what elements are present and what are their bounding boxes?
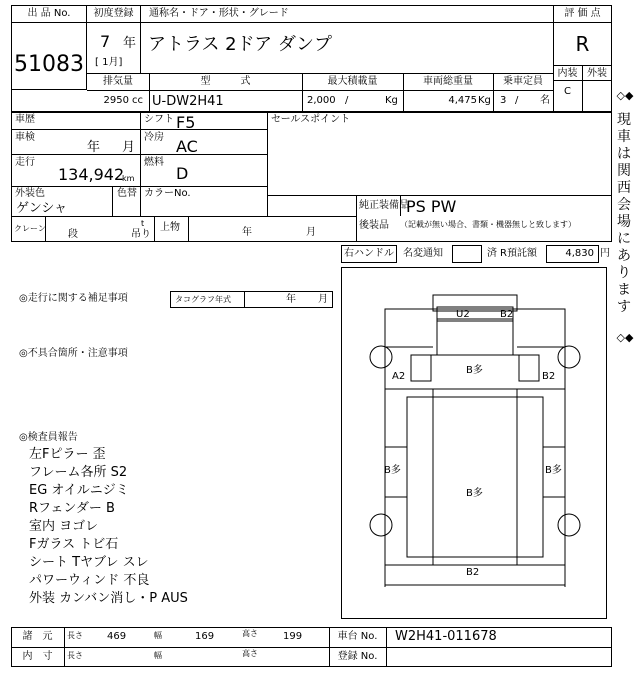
- crane-stage: 段: [68, 229, 78, 240]
- side-note-text: 現車は関西会場にあります: [617, 112, 631, 315]
- ac-value: AC: [176, 137, 198, 156]
- recycle-label: R預託額: [500, 248, 537, 259]
- first-reg-label: 初度登録: [93, 8, 134, 19]
- rating-value: R: [575, 32, 590, 56]
- inner-dims-label: 内 寸: [22, 651, 53, 662]
- inspection-month-unit: 月: [122, 140, 136, 155]
- displacement-unit: cc: [132, 95, 143, 106]
- shift-value: F5: [176, 113, 196, 132]
- equipment-value: PS PW: [406, 197, 457, 216]
- damage-mark: B2: [466, 567, 480, 578]
- upper-label: 上物: [160, 222, 180, 233]
- steering-value: 右ハンドル: [344, 248, 394, 259]
- capacity-unit: 名: [540, 95, 550, 106]
- accessories-note: （記載が無い場合、書類・機器無しと致します）: [400, 220, 576, 229]
- capacity-label: 乗車定員: [503, 76, 543, 87]
- max-load-slash: /: [345, 95, 349, 106]
- width-value: 169: [195, 631, 215, 642]
- max-load-unit: Kg: [385, 95, 398, 106]
- accessories-label: 後装品: [359, 220, 389, 231]
- inspector-line: 左Fピラー 歪: [29, 447, 106, 462]
- registration-label: 登録 No.: [337, 651, 378, 662]
- height-value: 199: [283, 631, 303, 642]
- interior-grade: C: [564, 86, 571, 97]
- color-no-label: カラーNo.: [144, 188, 191, 199]
- side-diamonds-bottom: ◇◆: [616, 331, 634, 344]
- inspector-line: フレーム各所 S2: [29, 465, 128, 480]
- inspection-label: 車検: [15, 132, 35, 143]
- lot-number: 51083: [14, 52, 84, 77]
- fuel-label: 燃料: [144, 157, 164, 168]
- equipment-label: 純正装備品: [359, 200, 409, 211]
- upper-month-unit: 月: [306, 227, 316, 238]
- inner-width-label: 幅: [154, 651, 162, 660]
- shift-label: シフト: [144, 114, 174, 125]
- length-label: 長さ: [67, 631, 83, 640]
- recycle-prefix: 済: [487, 248, 497, 259]
- width-label: 幅: [154, 631, 162, 640]
- color-change-label: 色替: [117, 188, 137, 199]
- mileage-value: 134,942: [58, 165, 125, 184]
- ext-color-value: ゲンシャ: [16, 201, 68, 216]
- first-reg-month: [ 1月]: [95, 57, 123, 68]
- name-change-box: [452, 245, 482, 263]
- damage-mark: B2: [500, 309, 514, 320]
- fuel-value: D: [176, 164, 189, 183]
- inner-length-label: 長さ: [67, 651, 83, 660]
- gross-weight-unit: Kg: [478, 95, 491, 106]
- dims-label: 諸 元: [22, 631, 53, 642]
- crane-t: t: [141, 219, 145, 228]
- name-change-label: 名変通知: [403, 248, 443, 259]
- history-label: 車歴: [15, 114, 35, 125]
- interior-label: 内装: [557, 68, 578, 79]
- exterior-label: 外装: [587, 68, 607, 79]
- gross-weight-label: 車両総重量: [423, 76, 473, 87]
- side-diamonds-top: ◇◆: [616, 89, 634, 102]
- tachograph-label: タコグラフ年式: [175, 295, 231, 304]
- first-reg-year-unit: 年: [123, 36, 137, 51]
- crane-hoist: 吊り: [131, 229, 151, 240]
- inspection-year-unit: 年: [87, 140, 101, 155]
- model-code-label: 型 式: [200, 76, 251, 87]
- rating-label: 評 価 点: [564, 8, 601, 19]
- inspector-label: ◎検査員報告: [19, 432, 78, 443]
- max-load-label: 最大積載量: [327, 76, 378, 87]
- chassis-label: 車台 No.: [337, 631, 378, 642]
- inspector-line: Rフェンダー B: [29, 501, 115, 516]
- driving-notes-label: ◎走行に関する補足事項: [19, 293, 128, 304]
- inspector-line: シート Tヤブレ スレ: [29, 555, 149, 570]
- displacement-value: 2950: [103, 95, 129, 106]
- tachograph-month-unit: 月: [318, 294, 328, 305]
- lot-label: 出 品 No.: [27, 8, 71, 19]
- capacity: 3: [500, 95, 507, 106]
- damage-mark: U2: [456, 309, 470, 320]
- sales-points-label: セールスポイント: [271, 114, 351, 125]
- model-label: 通称名・ドア・形状・グレード: [149, 8, 289, 19]
- ac-label: 冷房: [144, 132, 164, 143]
- damage-mark: B多: [545, 465, 562, 476]
- mileage-unit: km: [122, 174, 135, 183]
- inspector-line: パワーウィンド 不良: [29, 573, 150, 588]
- crane-label: クレーン: [14, 224, 46, 233]
- damage-mark: B多: [384, 465, 401, 476]
- ext-color-label: 外装色: [15, 188, 45, 199]
- displacement-label: 排気量: [103, 76, 133, 87]
- recycle-amount: 4,830: [565, 248, 594, 259]
- defects-label: ◎不具合箇所・注意事項: [19, 348, 128, 359]
- inspector-line: Fガラス トビ石: [29, 537, 119, 552]
- chassis-number: W2H41-011678: [395, 629, 497, 644]
- inner-height-label: 高さ: [242, 649, 258, 658]
- recycle-yen: 円: [600, 248, 610, 259]
- inspector-line: 外装 カンバン消し・P AUS: [29, 591, 188, 606]
- damage-mark: A2: [392, 371, 406, 382]
- damage-mark: B2: [542, 371, 556, 382]
- gross-weight: 4,475: [448, 95, 477, 106]
- inspector-line: EG オイルニジミ: [29, 483, 129, 498]
- height-label: 高さ: [242, 629, 258, 638]
- mileage-label: 走行: [15, 157, 35, 168]
- damage-mark: B多: [466, 365, 483, 376]
- capacity-slash: /: [515, 95, 519, 106]
- first-reg-year: 7: [100, 32, 111, 51]
- length-value: 469: [107, 631, 127, 642]
- max-load: 2,000: [307, 95, 336, 106]
- model-name: アトラス 2ドア ダンプ: [148, 34, 332, 55]
- upper-year-unit: 年: [242, 227, 252, 238]
- inspector-line: 室内 ヨゴレ: [29, 519, 99, 534]
- model-code: U-DW2H41: [152, 94, 224, 109]
- damage-mark: B多: [466, 488, 483, 499]
- tachograph-year-unit: 年: [286, 294, 296, 305]
